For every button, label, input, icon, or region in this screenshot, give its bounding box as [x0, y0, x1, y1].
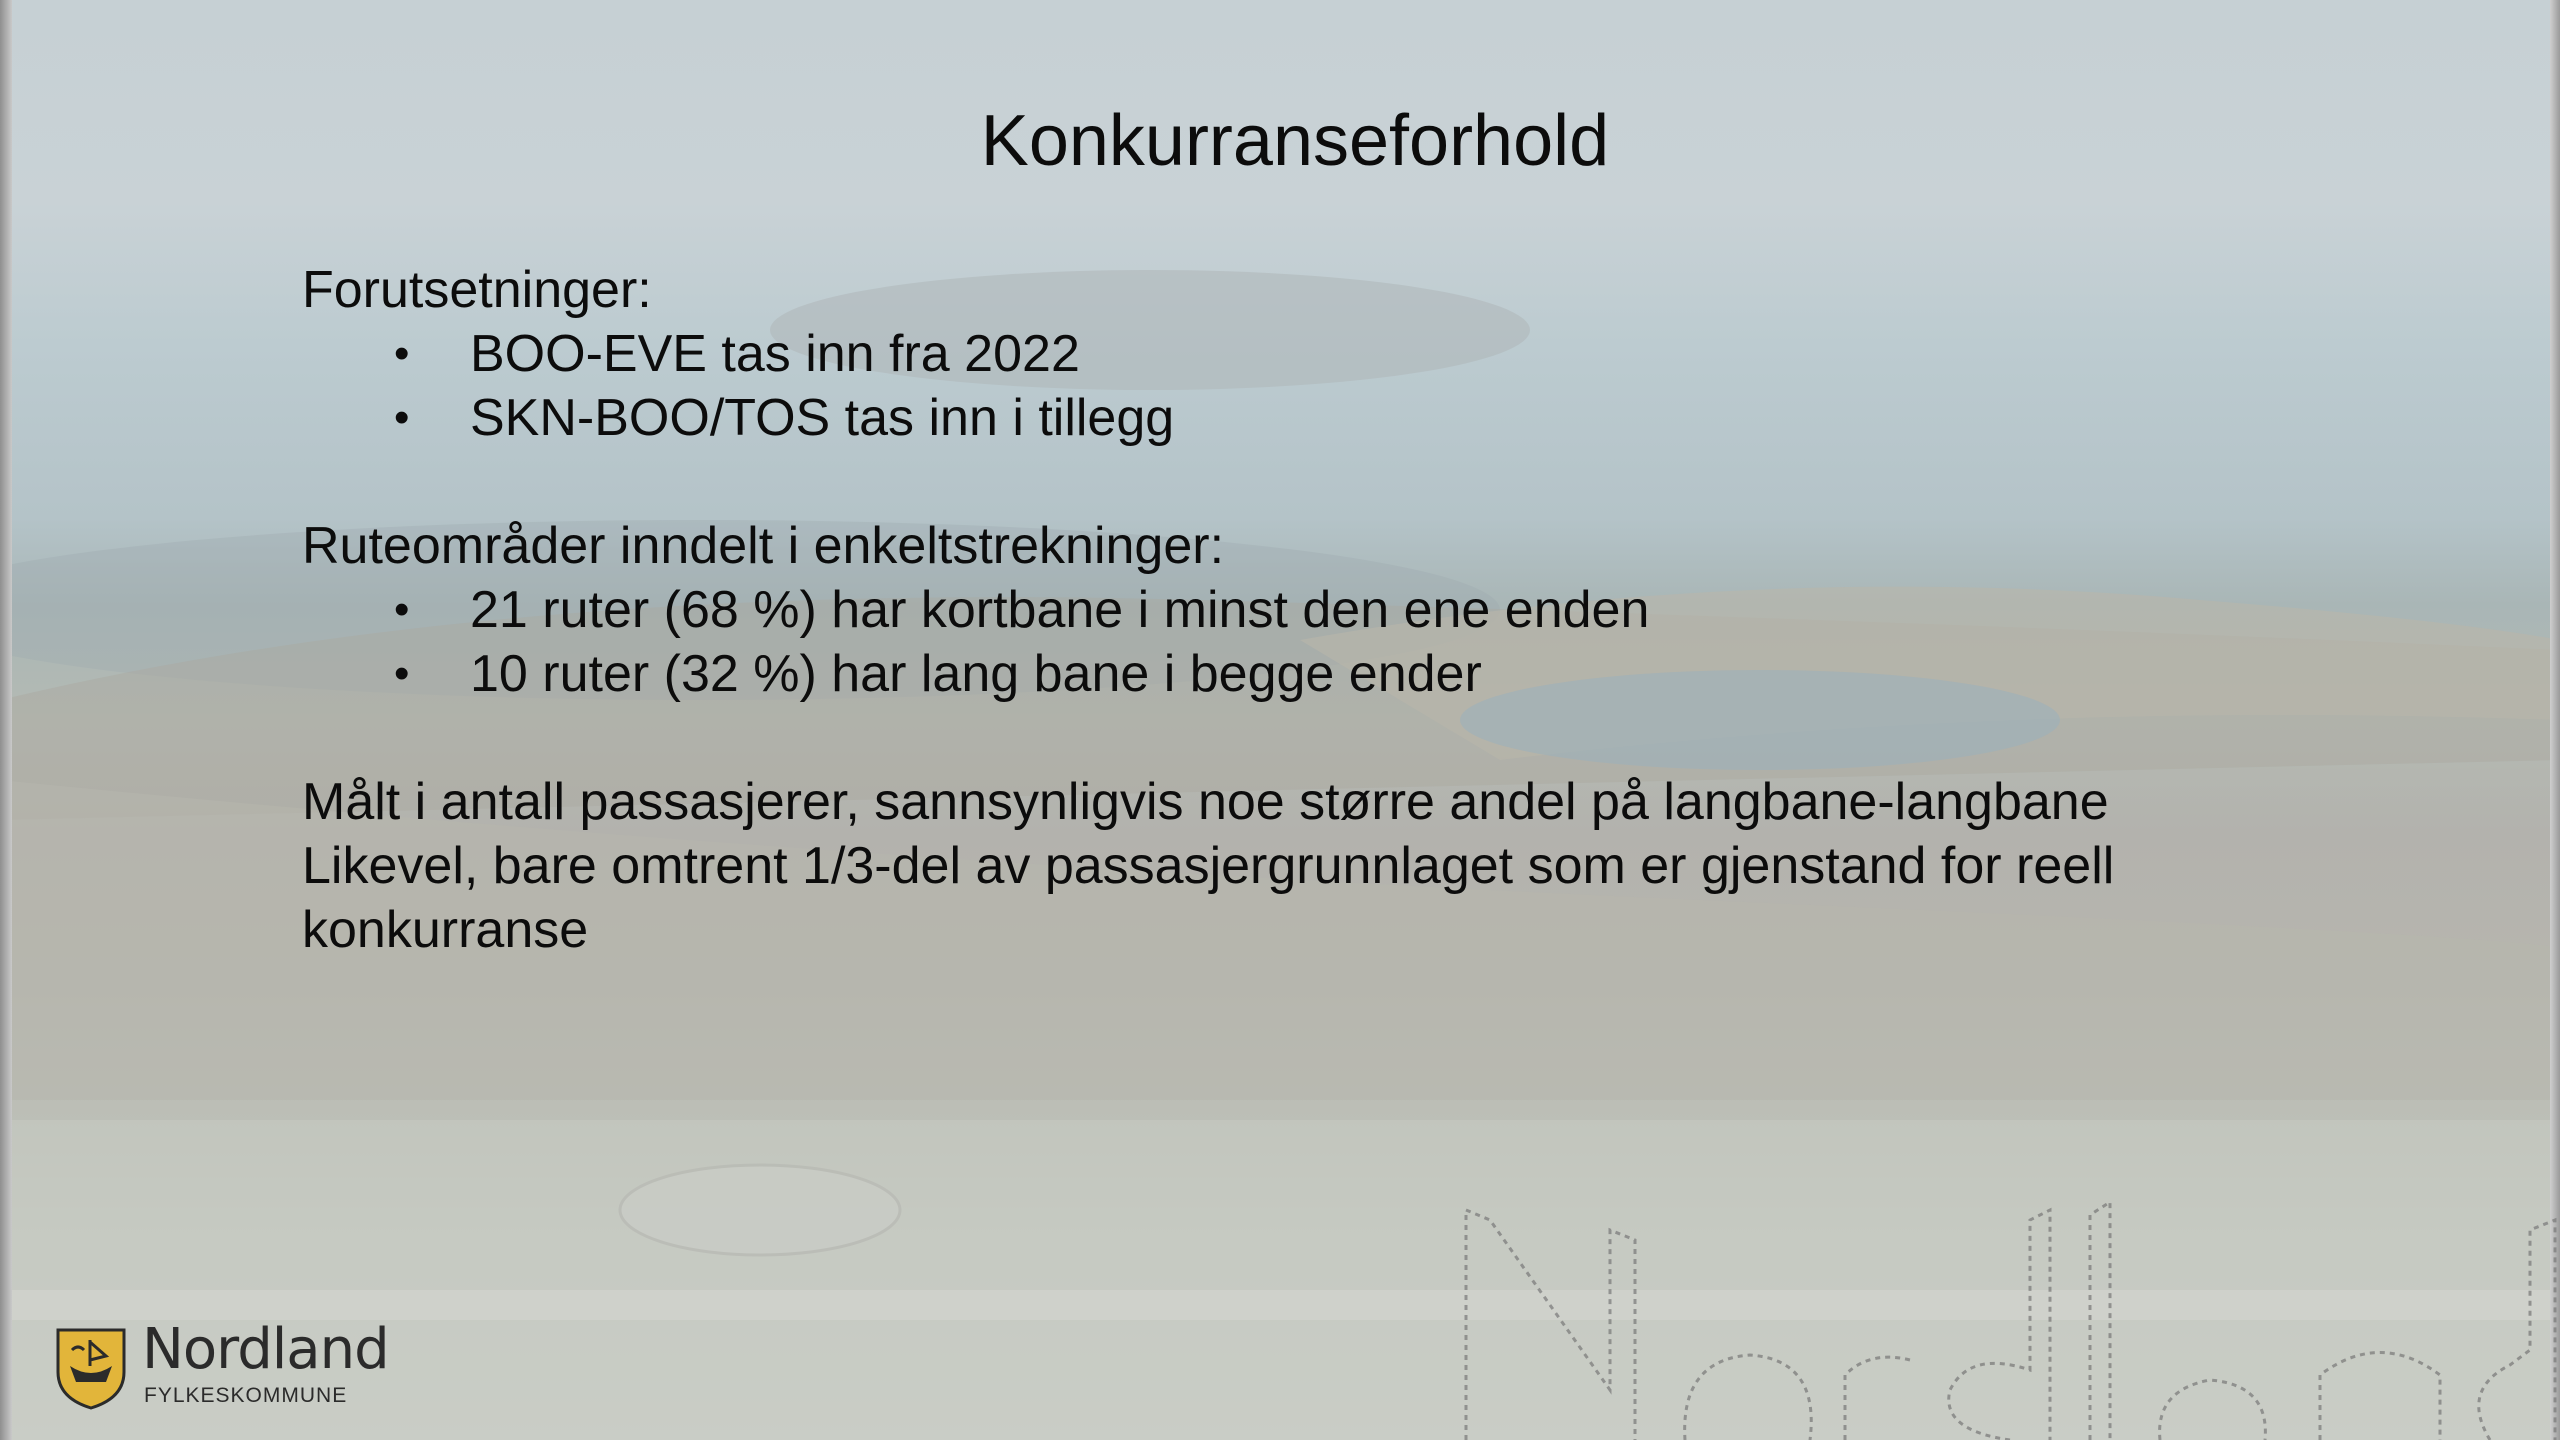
paragraph-line: Målt i antall passasjerer, sannsynligvis noe større andel på langbane-langbane: [302, 773, 2109, 831]
left-frame-edge: [0, 0, 12, 1440]
nordland-logo: [56, 1317, 389, 1418]
summary-paragraph: [302, 770, 2302, 962]
section-prerequisites: [302, 258, 2302, 450]
logo-subtitle: FYLKESKOMMUNE: [144, 1384, 348, 1407]
list-item: [302, 386, 2302, 450]
bullet-text: 21 ruter (68 %) har kortbane i minst den ene enden: [470, 581, 1650, 639]
shield-icon: [56, 1326, 126, 1410]
section-heading: Forutsetninger:: [302, 261, 652, 319]
bullet-list: [302, 578, 2302, 706]
bullet-icon: •: [394, 393, 410, 442]
logo-wordmark: Nordland: [142, 1317, 389, 1382]
bullet-icon: •: [394, 329, 410, 378]
bullet-text: BOO-EVE tas inn fra 2022: [470, 325, 1080, 383]
section-route-areas: [302, 514, 2302, 706]
section-heading: Ruteområder inndelt i enkeltstrekninger:: [302, 517, 1225, 575]
list-item: [302, 322, 2302, 386]
bullet-list: [302, 322, 2302, 450]
nordland-outline-watermark: [1450, 1190, 2560, 1440]
bullet-icon: •: [394, 585, 410, 634]
slide-body: [302, 258, 2302, 962]
list-item: [302, 642, 2302, 706]
bullet-text: SKN-BOO/TOS tas inn i tillegg: [470, 389, 1175, 447]
slide-title: Konkurranseforhold: [980, 101, 1610, 181]
bullet-icon: •: [394, 649, 410, 698]
paragraph-line: Likevel, bare omtrent 1/3-del av passasjergrunnlaget som er gjenstand for reell: [302, 837, 2115, 895]
paragraph-line: konkurranse: [302, 901, 589, 959]
bullet-text: 10 ruter (32 %) har lang bane i begge ender: [470, 645, 1482, 703]
list-item: [302, 578, 2302, 642]
